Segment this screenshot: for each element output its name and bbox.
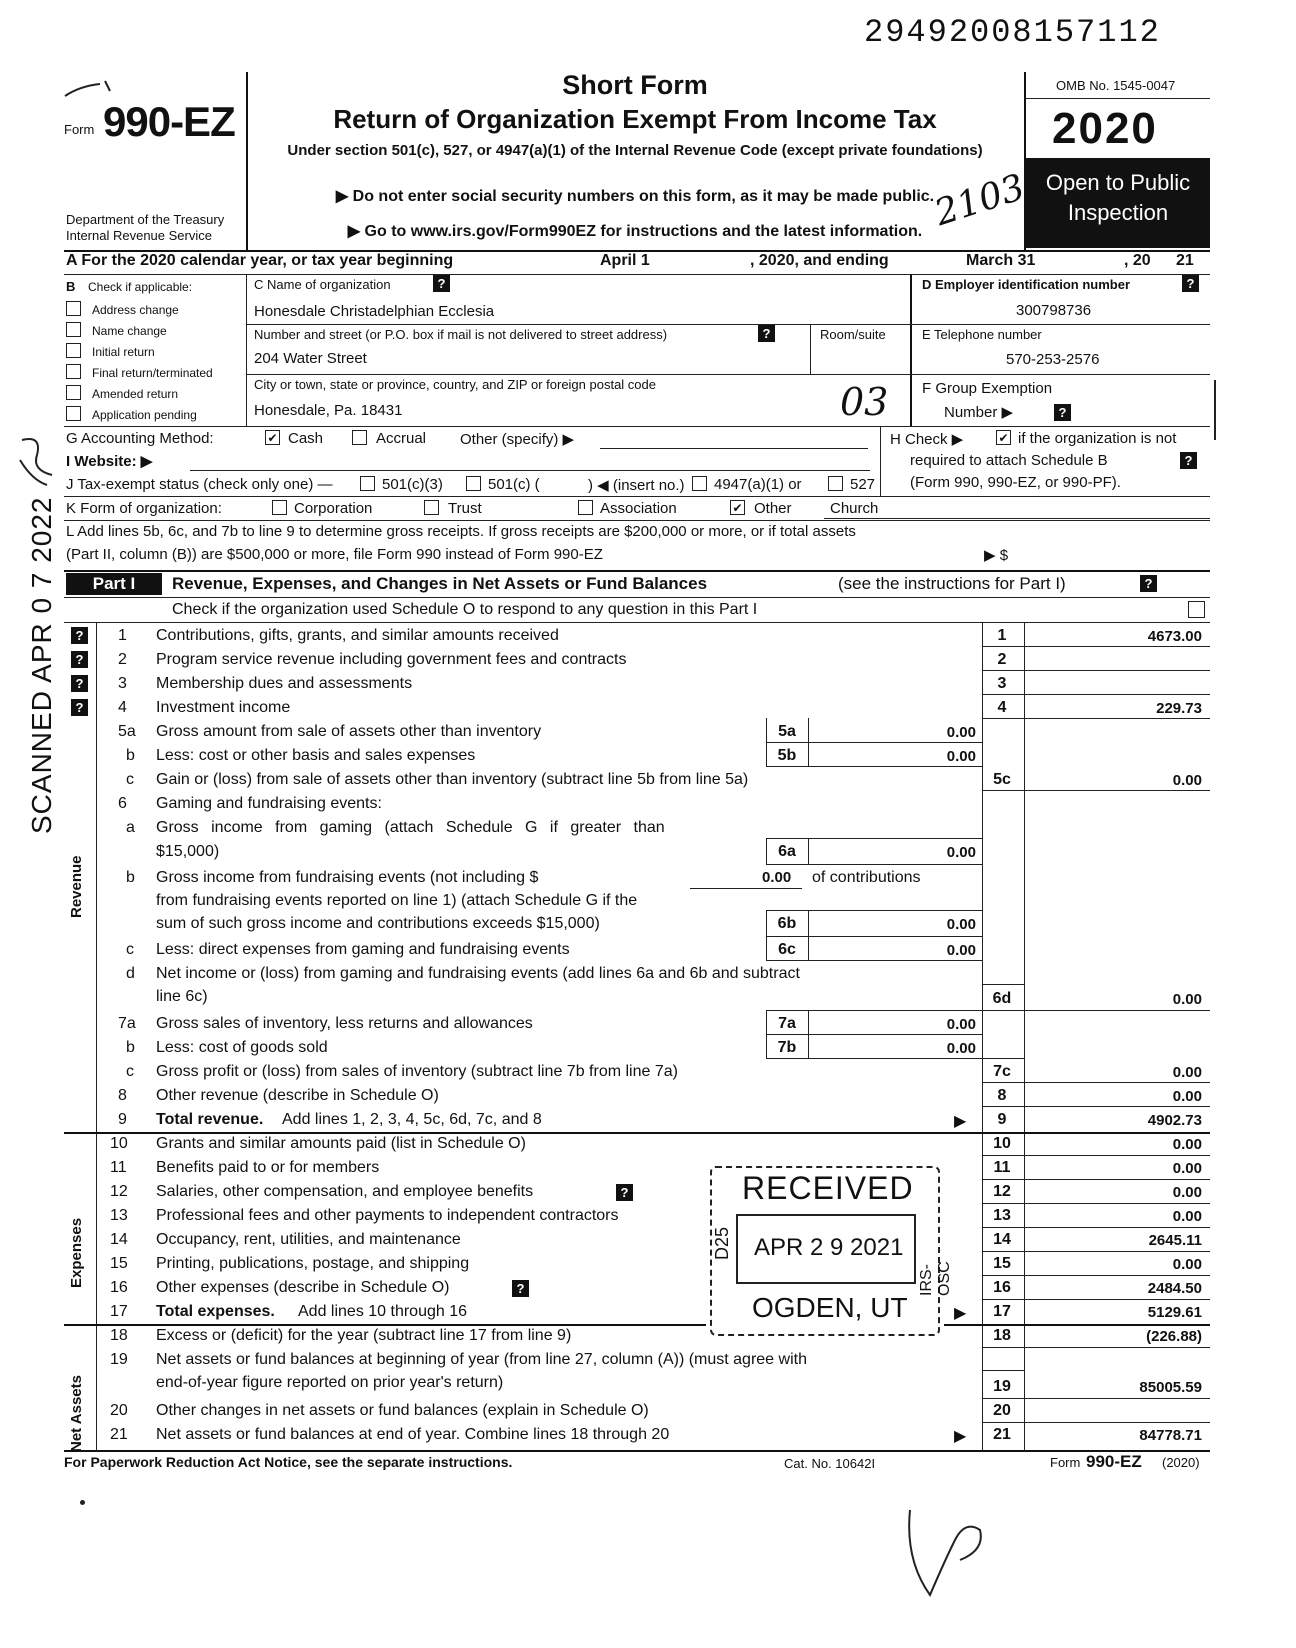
line-box: 6c: [778, 941, 796, 958]
cat-number: Cat. No. 10642I: [784, 1456, 876, 1471]
line-letter: c: [126, 771, 134, 788]
line-description: Gross sales of inventory, less returns and allowances: [156, 1015, 533, 1032]
street-address: 204 Water Street: [254, 350, 367, 367]
line-h-text2: required to attach Schedule B: [910, 452, 1108, 469]
line-description: Grants and similar amounts paid (list in Schedule O): [156, 1135, 526, 1152]
stamp-received: RECEIVED: [742, 1170, 914, 1206]
scanned-stamp: SCANNED APR 0 7 2022: [26, 496, 57, 834]
section-b-title: Check if applicable:: [88, 280, 193, 294]
line-box: 11: [993, 1159, 1011, 1176]
line-number: 20: [110, 1402, 128, 1419]
tax-year: 2020: [1052, 104, 1158, 153]
line-box: 7a: [778, 1015, 796, 1032]
line-number: 4: [118, 699, 127, 716]
line-10-value[interactable]: 0.00: [1172, 1136, 1202, 1153]
line-number: 16: [110, 1279, 128, 1296]
line-a-text: A For the 2020 calendar year, or tax year beginning: [66, 252, 454, 269]
form-subtitle: Under section 501(c), 527, or 4947(a)(1) of the Internal Revenue Code (except private foundations): [287, 142, 983, 159]
line-box: 18: [993, 1327, 1011, 1344]
line-letter: b: [126, 869, 135, 886]
line-number: 6: [118, 795, 127, 812]
line-box: 9: [997, 1111, 1007, 1128]
handwritten-initial-icon: [900, 1500, 990, 1600]
line-number: 19: [110, 1351, 128, 1368]
footer-form-year: (2020): [1162, 1455, 1200, 1470]
line-7c-value[interactable]: 0.00: [1172, 1064, 1202, 1081]
line-h-text3: (Form 990, 990-EZ, or 990-PF).: [910, 474, 1121, 491]
line-box: 8: [997, 1087, 1007, 1104]
line-number: 5a: [118, 723, 136, 740]
phone-label: E Telephone number: [922, 327, 1042, 342]
line-description-cont: end-of-year figure reported on prior year's return): [156, 1374, 504, 1391]
527-checkbox[interactable]: [828, 476, 843, 491]
form-number: 990-EZ: [103, 98, 235, 145]
application-pending-checkbox[interactable]: [66, 406, 81, 421]
line-l-arrow: ▶ $: [984, 547, 1009, 564]
line-description: Occupancy, rent, utilities, and maintenance: [156, 1231, 461, 1248]
line-box: 19: [993, 1378, 1011, 1395]
line-number: 1: [118, 627, 127, 644]
line-description: Less: direct expenses from gaming and fundraising events: [156, 941, 570, 958]
527-label: 527: [850, 476, 876, 493]
line-description: Benefits paid to or for members: [156, 1159, 380, 1176]
line-description: Gross income from fundraising events (not including $: [156, 869, 539, 886]
line-8-value[interactable]: 0.00: [1172, 1088, 1202, 1105]
line-number: 21: [110, 1426, 128, 1443]
line-number: 7a: [118, 1015, 136, 1032]
line-description: Net assets or fund balances at beginning of year (from line 27, column (A)) (must agree with: [156, 1351, 807, 1368]
form-of-org-label: K Form of organization:: [66, 500, 222, 517]
other-org-value: Church: [830, 500, 879, 517]
initial-return-label: Initial return: [92, 345, 155, 359]
ein-label: D Employer identification number: [922, 277, 1131, 292]
expenses-side-label: Expenses: [68, 1217, 85, 1288]
line-box: 7c: [993, 1063, 1011, 1080]
short-form: Short Form: [562, 70, 708, 100]
line-description-b: of contributions: [812, 869, 921, 886]
line-box: 16: [993, 1279, 1011, 1296]
help-icon[interactable]: ?: [616, 1184, 633, 1201]
line-box: 17: [993, 1303, 1011, 1320]
line-box: 20: [993, 1402, 1011, 1419]
line-description: Contributions, gifts, grants, and similar amounts received: [156, 627, 559, 644]
arrow-icon: ▶: [954, 1428, 967, 1445]
association-checkbox[interactable]: [578, 500, 593, 515]
line-6b-value[interactable]: 0.00: [946, 916, 976, 933]
line-description: Membership dues and assessments: [156, 675, 413, 692]
line-box: 7b: [777, 1039, 797, 1056]
help-icon[interactable]: ?: [1182, 275, 1199, 292]
line-l-text1: L Add lines 5b, 6c, and 7b to line 9 to determine gross receipts. If gross receipts are $200,000 or more, or if total assets: [66, 523, 856, 540]
final-return-checkbox[interactable]: [66, 364, 81, 379]
arrow-icon: ▶: [954, 1305, 967, 1322]
4947-checkbox[interactable]: [692, 476, 707, 491]
other-method-label: Other (specify) ▶: [460, 431, 575, 448]
form-title: Return of Organization Exempt From Income Tax: [333, 104, 937, 134]
line-description: Salaries, other compensation, and employee benefits: [156, 1183, 534, 1200]
line-description: Total expenses.: [156, 1303, 275, 1320]
line-box: 6b: [777, 915, 797, 932]
address-change-label: Address change: [92, 303, 179, 317]
line-box: 1: [997, 627, 1007, 644]
line-a-mid: , 2020, and ending: [750, 252, 889, 269]
dept-line1: Department of the Treasury: [66, 212, 225, 227]
501c3-checkbox[interactable]: [360, 476, 375, 491]
footer-form-number: 990-EZ: [1086, 1452, 1142, 1471]
line-number: 8: [118, 1087, 127, 1104]
name-change-label: Name change: [92, 324, 167, 338]
schedule-b-checkbox[interactable]: ✔: [996, 430, 1011, 445]
line-number: 3: [118, 675, 127, 692]
line-box: 6d: [992, 990, 1012, 1007]
line-description: Other changes in net assets or fund balances (explain in Schedule O): [156, 1402, 649, 1419]
line-description: Total revenue.: [156, 1111, 264, 1128]
line-7a-value[interactable]: 0.00: [946, 1016, 976, 1033]
accrual-label: Accrual: [376, 430, 427, 447]
org-name-label: C Name of organization: [254, 277, 391, 292]
help-icon[interactable]: ?: [433, 275, 450, 292]
line-1-value[interactable]: 4673.00: [1147, 628, 1202, 645]
line-box: 13: [993, 1207, 1011, 1224]
tax-exempt-label: J Tax-exempt status (check only one) —: [66, 476, 333, 493]
line-a-begin: April 1: [600, 252, 650, 269]
trust-label: Trust: [448, 500, 482, 517]
omb-number: OMB No. 1545-0047: [1056, 78, 1176, 93]
line-description-cont: $15,000): [156, 843, 220, 860]
line-description: Gross amount from sale of assets other than inventory: [156, 723, 542, 740]
help-icon[interactable]: ?: [71, 675, 88, 692]
handwritten-code: 03: [840, 380, 889, 424]
line-letter: b: [126, 1039, 135, 1056]
trust-checkbox[interactable]: [424, 500, 439, 515]
line-description: Less: cost of goods sold: [156, 1039, 328, 1056]
line-description-cont: line 6c): [156, 988, 208, 1005]
line-number: 9: [118, 1111, 127, 1128]
line-box: 21: [993, 1426, 1011, 1443]
line-7b-value[interactable]: 0.00: [946, 1040, 976, 1057]
amended-return-label: Amended return: [92, 387, 179, 401]
dln-number: 29492008157112: [864, 14, 1161, 51]
help-icon[interactable]: ?: [71, 651, 88, 668]
room-suite-label: Room/suite: [820, 327, 886, 342]
schedule-o-check-text: Check if the organization used Schedule O to respond to any question in this Part I: [172, 601, 758, 618]
part1-title: Revenue, Expenses, and Changes in Net Assets or Fund Balances: [172, 574, 708, 593]
line-15-value[interactable]: 0.00: [1172, 1256, 1202, 1273]
line-description: Net income or (loss) from gaming and fundraising events (add lines 6a and 6b and subtract: [156, 965, 800, 982]
arrow-icon: ▶: [954, 1113, 967, 1130]
margin-dot: [80, 1500, 85, 1505]
name-change-checkbox[interactable]: [66, 322, 81, 337]
website-label: I Website: ▶: [66, 453, 153, 470]
revenue-side-label: Revenue: [68, 855, 85, 918]
final-return-label: Final return/terminated: [92, 366, 213, 380]
line-box: 3: [997, 675, 1007, 692]
line-description: Printing, publications, postage, and shipping: [156, 1255, 470, 1272]
line-a-year-suffix: 21: [1176, 252, 1194, 269]
association-label: Association: [600, 500, 677, 517]
help-icon[interactable]: ?: [1180, 452, 1197, 469]
address-change-checkbox[interactable]: [66, 301, 81, 316]
city-label: City or town, state or province, country, and ZIP or foreign postal code: [254, 377, 656, 392]
line-6b-amount[interactable]: 0.00: [762, 869, 792, 886]
line-6c-value[interactable]: 0.00: [946, 942, 976, 959]
line-description: Other expenses (describe in Schedule O): [156, 1279, 450, 1296]
line-description: Gross profit or (loss) from sales of inventory (subtract line 7b from line 7a): [156, 1063, 678, 1080]
line-description: Gain or (loss) from sale of assets other than inventory (subtract line 5b from line 5a): [156, 771, 749, 788]
501c3-label: 501(c)(3): [382, 476, 443, 493]
line-11-value[interactable]: 0.00: [1172, 1160, 1202, 1177]
line-box: 5b: [777, 747, 797, 764]
help-icon[interactable]: ?: [512, 1280, 529, 1297]
corporation-checkbox[interactable]: [272, 500, 287, 515]
line-l-text2: (Part II, column (B)) are $500,000 or more, file Form 990 instead of Form 990-EZ: [66, 546, 603, 563]
line-6d-value[interactable]: 0.00: [1172, 991, 1202, 1008]
line-letter: b: [126, 747, 135, 764]
other-org-checkbox[interactable]: ✔: [730, 500, 745, 515]
line-4-value[interactable]: 229.73: [1156, 700, 1202, 717]
line-14-value[interactable]: 2645.11: [1148, 1232, 1202, 1249]
line-description: Professional fees and other payments to independent contractors: [156, 1207, 619, 1224]
line-description: Excess or (deficit) for the year (subtract line 17 from line 9): [156, 1327, 572, 1344]
open-inspection-box: [1026, 158, 1210, 248]
net-assets-side-label: Net Assets: [68, 1375, 85, 1452]
line-description-rest: Add lines 1, 2, 3, 4, 5c, 6d, 7c, and 8: [282, 1111, 542, 1128]
handwritten-mark-icon: [12, 430, 62, 490]
open-line1: Open to Public: [1045, 170, 1191, 195]
accounting-method-label: G Accounting Method:: [66, 430, 214, 447]
cash-label: Cash: [288, 430, 324, 447]
initial-return-checkbox[interactable]: [66, 343, 81, 358]
line-5c-value[interactable]: 0.00: [1172, 772, 1202, 789]
line-a-end: March 31: [966, 252, 1036, 269]
open-line2: Inspection: [1067, 200, 1169, 225]
501c-checkbox[interactable]: [466, 476, 481, 491]
application-pending-label: Application pending: [92, 408, 197, 422]
accrual-checkbox[interactable]: [352, 430, 367, 445]
line-box: 2: [997, 651, 1007, 668]
handwritten-tick-icon: [60, 76, 120, 106]
line-5b-value[interactable]: 0.00: [946, 748, 976, 765]
line-box: 4: [997, 699, 1007, 716]
line-number: 13: [110, 1207, 128, 1224]
section-b-label: B: [66, 279, 76, 294]
paperwork-notice: For Paperwork Reduction Act Notice, see the separate instructions.: [64, 1454, 513, 1470]
line-number: 14: [110, 1231, 128, 1248]
help-icon[interactable]: ?: [758, 325, 775, 342]
4947-label: 4947(a)(1) or: [714, 476, 802, 493]
line-number: 17: [110, 1303, 128, 1320]
line-description: Net assets or fund balances at end of year. Combine lines 18 through 20: [156, 1426, 670, 1443]
line-box: 12: [993, 1183, 1011, 1200]
line-h-check: H Check ▶: [890, 431, 964, 448]
line-box: 6a: [778, 843, 796, 860]
line-description: Program service revenue including government fees and contracts: [156, 651, 627, 668]
line-19-value[interactable]: 85005.59: [1139, 1379, 1202, 1396]
line-description: Less: cost or other basis and sales expenses: [156, 747, 476, 764]
corporation-label: Corporation: [294, 500, 373, 517]
ein-value: 300798736: [1016, 302, 1092, 319]
help-icon[interactable]: ?: [71, 699, 88, 716]
handwritten-number: 2103: [929, 166, 1030, 235]
line-6a-value[interactable]: 0.00: [946, 844, 976, 861]
group-exemption-number-label: Number ▶: [944, 404, 1014, 421]
line-number: 11: [110, 1159, 127, 1176]
line-box: 5a: [778, 723, 796, 740]
stamp-city: OGDEN, UT: [752, 1292, 908, 1323]
insert-no-label: ) ◀ (insert no.): [588, 477, 685, 494]
line-number: 12: [110, 1183, 128, 1200]
part1-tag: Part I: [66, 573, 162, 595]
line-description-cont: from fundraising events reported on line 1) (attach Schedule G if the: [156, 892, 638, 909]
line-12-value[interactable]: 0.00: [1172, 1184, 1202, 1201]
line-number: 15: [110, 1255, 128, 1272]
stamp-date: APR 2 9 2021: [754, 1234, 904, 1261]
line-description: Investment income: [156, 699, 291, 716]
line-description: Gross income from gaming (attach Schedule G if greater than: [156, 819, 665, 836]
line-letter: d: [126, 965, 135, 982]
margin-mark: [1214, 380, 1216, 440]
line-h-text1: if the organization is not: [1018, 430, 1177, 447]
line-number: 2: [118, 651, 127, 668]
line-box: 15: [993, 1255, 1011, 1272]
cash-checkbox[interactable]: ✔: [265, 430, 280, 445]
line-box: 5c: [993, 771, 1011, 788]
instruction-website: ▶ Go to www.irs.gov/Form990EZ for instructions and the latest information.: [347, 223, 923, 240]
line-number: 10: [110, 1135, 128, 1152]
help-icon[interactable]: ?: [1054, 404, 1071, 421]
group-exemption-label: F Group Exemption: [922, 380, 1053, 397]
city-address: Honesdale, Pa. 18431: [254, 402, 403, 419]
help-icon[interactable]: ?: [1140, 575, 1157, 592]
line-13-value[interactable]: 0.00: [1172, 1208, 1202, 1225]
line-description-cont: sum of such gross income and contributions exceeds $15,000): [156, 915, 600, 932]
schedule-o-checkbox[interactable]: [1188, 601, 1205, 618]
stamp-right: IRS-OSC: [918, 1261, 953, 1296]
org-name: Honesdale Christadelphian Ecclesia: [254, 303, 495, 320]
line-box: 10: [993, 1135, 1011, 1152]
line-9-value[interactable]: 4902.73: [1147, 1112, 1202, 1129]
line-16-value[interactable]: 2484.50: [1147, 1280, 1202, 1297]
line-18-value[interactable]: (226.88): [1146, 1328, 1202, 1345]
amended-return-checkbox[interactable]: [66, 385, 81, 400]
501c-label: 501(c) (: [488, 476, 540, 493]
line-box: 14: [993, 1231, 1011, 1248]
line-17-value[interactable]: 5129.61: [1147, 1304, 1202, 1321]
received-stamp: [706, 1160, 953, 1338]
line-letter: c: [126, 1063, 134, 1080]
other-org-label: Other: [754, 500, 792, 517]
line-description: Other revenue (describe in Schedule O): [156, 1087, 439, 1104]
line-letter: c: [126, 941, 134, 958]
form-label: Form: [64, 122, 95, 137]
part1-title-note: (see the instructions for Part I): [838, 574, 1066, 593]
help-icon[interactable]: ?: [71, 627, 88, 644]
line-description-rest: Add lines 10 through 16: [298, 1303, 468, 1320]
line-number: 18: [110, 1327, 128, 1344]
phone-value: 570-253-2576: [1006, 351, 1100, 368]
footer-form-prefix: Form: [1050, 1455, 1081, 1470]
line-21-value[interactable]: 84778.71: [1139, 1427, 1202, 1444]
dept-line2: Internal Revenue Service: [66, 228, 212, 243]
line-description: Gaming and fundraising events:: [156, 795, 382, 812]
instruction-ssn: ▶ Do not enter social security numbers on this form, as it may be made public.: [335, 188, 935, 205]
stamp-left: D25: [712, 1226, 732, 1260]
line-a-year-prefix: , 20: [1124, 252, 1151, 269]
line-5a-value[interactable]: 0.00: [946, 724, 976, 741]
line-letter: a: [126, 819, 135, 836]
street-label: Number and street (or P.O. box if mail is not delivered to street address): [254, 327, 668, 342]
